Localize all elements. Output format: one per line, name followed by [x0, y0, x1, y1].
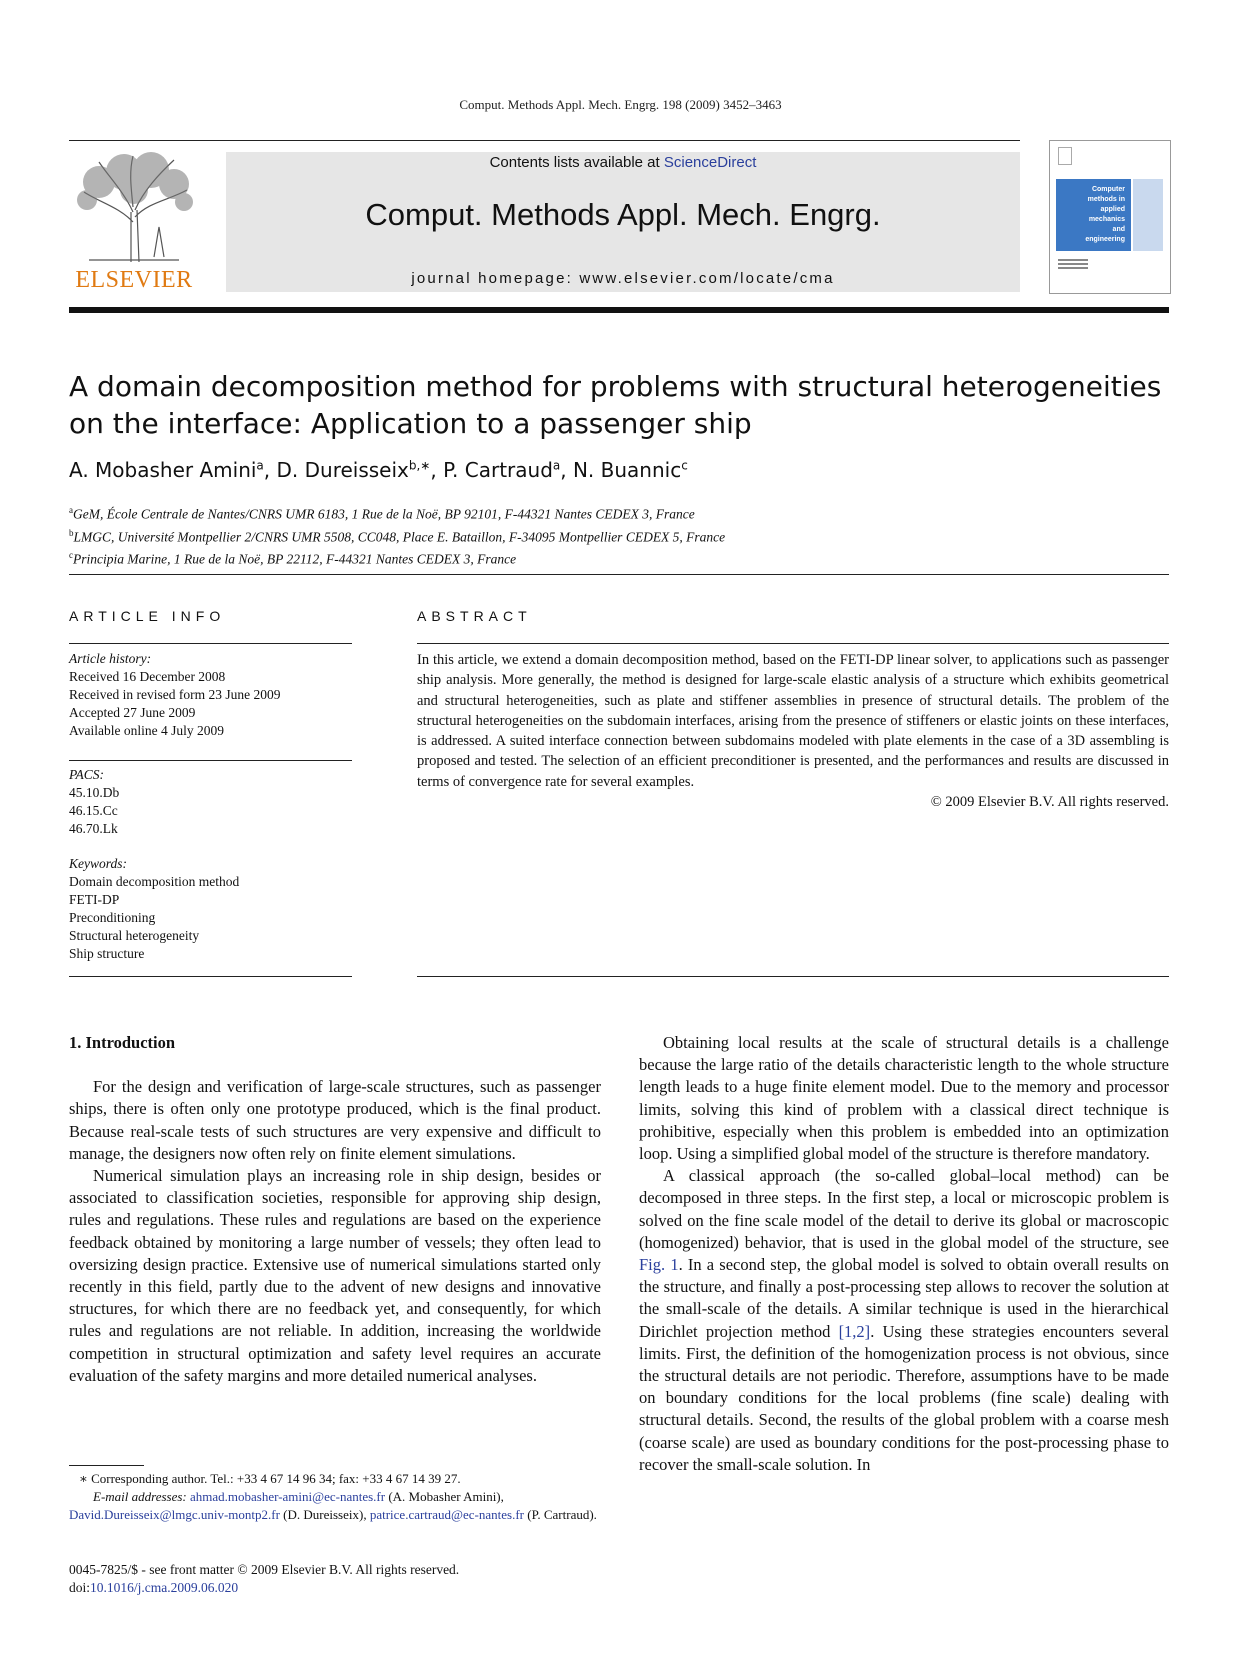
pacs-item: 46.15.Cc [69, 803, 118, 818]
affiliation-item: $^b$LMGC, Université Montpellier 2/CNRS UMR 5508, CC048, Place E. Bataillon, F-34095 Montpellier CEDEX 5, France [69, 527, 726, 544]
article-title: A domain decomposition method for problems with structural heterogeneities on the interface: Application to a passenger ship [69, 370, 1162, 440]
author-name: N. Buannic [572, 458, 682, 482]
issn-line: 0045-7825/$ - see front matter © 2009 Elsevier B.V. All rights reserved. [69, 1562, 460, 1577]
affiliation-item: $^c$Principia Marine, 1 Rue de la Noë, BP 22112, F-44321 Nantes CEDEX 3, France [69, 550, 517, 567]
journal-banner [226, 152, 1020, 292]
contents-prefix: Contents lists available at [489, 154, 664, 171]
author-affil-sup: a [256, 458, 264, 473]
affiliation-item: $^a$GeM, École Centrale de Nantes/CNRS UMR 6183, 1 Rue de la Noë, BP 92101, F-44321 Nantes CEDEX 3, France [69, 505, 695, 522]
author-affil-sup: b,∗ [408, 458, 431, 473]
keyword-item: Structural heterogeneity [69, 928, 200, 943]
author-name: A. Mobasher Amini [69, 458, 257, 482]
history-item: Available online 4 July 2009 [69, 723, 224, 738]
author-name: D. Dureisseix [276, 458, 409, 482]
pacs-block [69, 766, 352, 838]
author-affil-sup: a [552, 458, 561, 473]
footnote: ∗ Corresponding author. Tel.: +33 4 67 14 96 34; fax: +33 4 67 14 39 27. E-mail addresses: ahmad.mobasher-amini@ec-nantes.fr (A. Mobasher Amini), David.Dureisseix@lmgc.univ-montp2.fr (D. Dureisseix), patrice.cartraud@ec-nantes.fr (P. Cartraud). [69, 1470, 601, 1524]
sciencedirect-link[interactable]: ScienceDirect [663, 154, 757, 171]
footnote-rule [69, 1465, 144, 1466]
elsevier-wordmark: ELSEVIER [75, 267, 193, 293]
email-label: E-mail addresses: [93, 1489, 187, 1504]
history-item: Received 16 December 2008 [69, 669, 226, 684]
article-info-heading: ARTICLE INFO [69, 608, 226, 624]
history-label: Article history: [69, 651, 152, 666]
email-link[interactable]: patrice.cartraud@ec-nantes.fr [369, 1507, 524, 1522]
header-rule [69, 140, 1020, 141]
abstract-bottom-rule [417, 976, 1169, 977]
corresponding-author-note: ∗ Corresponding author. Tel.: +33 4 67 14 96 34; fax: +33 4 67 14 39 27. [79, 1471, 461, 1486]
journal-name: Comput. Methods Appl. Mech. Engrg. [365, 197, 881, 232]
article-info-rule [69, 643, 352, 644]
cover-title-block: Computer methods in applied mechanics and engineering [1056, 179, 1131, 251]
article-history [69, 650, 352, 740]
citation-link[interactable]: [1,2] [838, 1321, 871, 1341]
body-column-right [639, 1032, 1169, 1476]
keyword-item: FETI-DP [69, 892, 120, 907]
abstract-heading: ABSTRACT [417, 608, 532, 624]
pacs-label: PACS: [69, 767, 105, 782]
article-info-bottom-rule [69, 976, 352, 977]
cover-publisher-mark [1058, 259, 1088, 271]
abstract-copyright: © 2009 Elsevier B.V. All rights reserved. [930, 794, 1169, 811]
abstract-rule [417, 643, 1169, 644]
author-affil-sup: c [681, 458, 688, 473]
body-paragraph: A classical approach (the so-called global–local method) can be decomposed in three steps. In the first step, a local or microscopic problem is solved on the fine scale model of the detail to derive its global or macroscopic (homogenized) behavior, that is used in the global model of the structure, see Fig. 1. In a second step, the global model is solved to obtain overall results on the structure, and finally a post-processing step allows to recover the solution at the small-scale of the details. A similar technique is used in the hierarchical Dirichlet projection method [1,2]. Using these strategies encounters several limits. First, the definition of the homogenization process is not obvious, since the structural details are not periodic. Therefore, assumptions have to be made on boundary conditions for the local problems (fine scale) dealing with structural details. Second, the results of the global problem with a coarse mesh (coarse scale) are used as boundary conditions for the post-processing phase to recover the small-scale solution. In [639, 1166, 1170, 1474]
front-matter [69, 1561, 459, 1597]
keyword-item: Preconditioning [69, 910, 156, 925]
affiliations [69, 501, 725, 569]
header-thick-rule [69, 307, 1169, 313]
cover-emblem-icon [1058, 147, 1072, 165]
cover-accent-block [1133, 179, 1163, 251]
keyword-item: Ship structure [69, 946, 145, 961]
doi-prefix: doi: [69, 1580, 91, 1595]
history-item: Accepted 27 June 2009 [69, 705, 196, 720]
body-column-left [69, 1032, 601, 1387]
contents-line [226, 154, 1020, 171]
body-paragraph: Numerical simulation plays an increasing role in ship design, besides or associated to classification societies, responsible for approving ship design, rules and regulations. These rules and regulations are based on the experience feedback obtained by monitoring a large number of vessels; they often lead to oversizing design practice. Extensive use of numerical simulations started only recently in this field, partly due to the advent of new designs and innovative structures, for which there are no feedback yet, and consequently, for which rules and regulations are not reliable. In addition, increasing the worldwide competition in structural optimization and safety level requires an accurate evaluation of the safety margins and more detailed numerical analyses. [69, 1166, 601, 1385]
keywords-label: Keywords: [69, 856, 127, 871]
pacs-item: 46.70.Lk [69, 821, 118, 836]
journal-citation: Comput. Methods Appl. Mech. Engrg. 198 (2009) 3452–3463 [459, 97, 782, 112]
article-info-rule [69, 760, 352, 761]
author-list: A. Mobasher Amini$^a$, D. Dureisseix$^{b,∗}$, P. Cartraud$^a$, N. Buannic$^c$ [69, 458, 688, 482]
keyword-item: Domain decomposition method [69, 874, 240, 889]
elsevier-logo[interactable] [69, 152, 199, 294]
section-rule [69, 574, 1169, 575]
email-link[interactable]: David.Dureisseix@lmgc.univ-montp2.fr [69, 1507, 280, 1522]
abstract-body [417, 650, 1169, 812]
body-paragraph: Obtaining local results at the scale of structural details is a challenge because the large ratio of the details characteristic length to the whole structure length leads to a huge finite element model. Due to the memory and processor limits, solving this kind of problem with a classical direct technique is prohibitive, especially when this problem is embedded into an optimization loop. Using a simplified global model of the structure is therefore mandatory. [639, 1033, 1169, 1164]
journal-homepage[interactable]: journal homepage: www.elsevier.com/locate/cma [411, 270, 835, 287]
keywords-block [69, 855, 352, 963]
history-item: Received in revised form 23 June 2009 [69, 687, 281, 702]
body-paragraph: For the design and verification of large-scale structures, such as passenger ships, there is often only one prototype produced, which is the final product. Because real-scale tests of such structures are very expensive and difficult to manage, the designers now often rely on finite element simulations. [69, 1077, 601, 1163]
author-name: P. Cartraud [443, 458, 553, 482]
email-link[interactable]: ahmad.mobasher-amini@ec-nantes.fr [190, 1489, 386, 1504]
tree-icon [69, 152, 199, 264]
abstract-text: In this article, we extend a domain decomposition method, based on the FETI-DP linear solver, to applications such as passenger ship analysis. More generally, the method is designed for large-scale elastic analysis of a structure which exhibits geometrical and structural heterogeneities, such as plate and stiffener assemblies in presence of structural details. The problem of the structural heterogeneities on the subdomain interfaces, arising from the presence of stiffeners or elastic joints on these interfaces, is addressed. A suited interface connection between subdomains modeled with plate elements in the case of a 3D assembling is proposed and tested. The selection of an efficient preconditioner is presented, and the performances and results are discussed in terms of convergence rate for several examples. [417, 652, 1169, 790]
section-heading-introduction: 1. Introduction [69, 1033, 176, 1052]
doi-link[interactable]: 10.1016/j.cma.2009.06.020 [90, 1580, 239, 1595]
pacs-item: 45.10.Db [69, 785, 120, 800]
journal-cover-thumbnail[interactable] [1049, 140, 1171, 294]
figure-reference-link[interactable]: Fig. 1 [639, 1255, 679, 1275]
